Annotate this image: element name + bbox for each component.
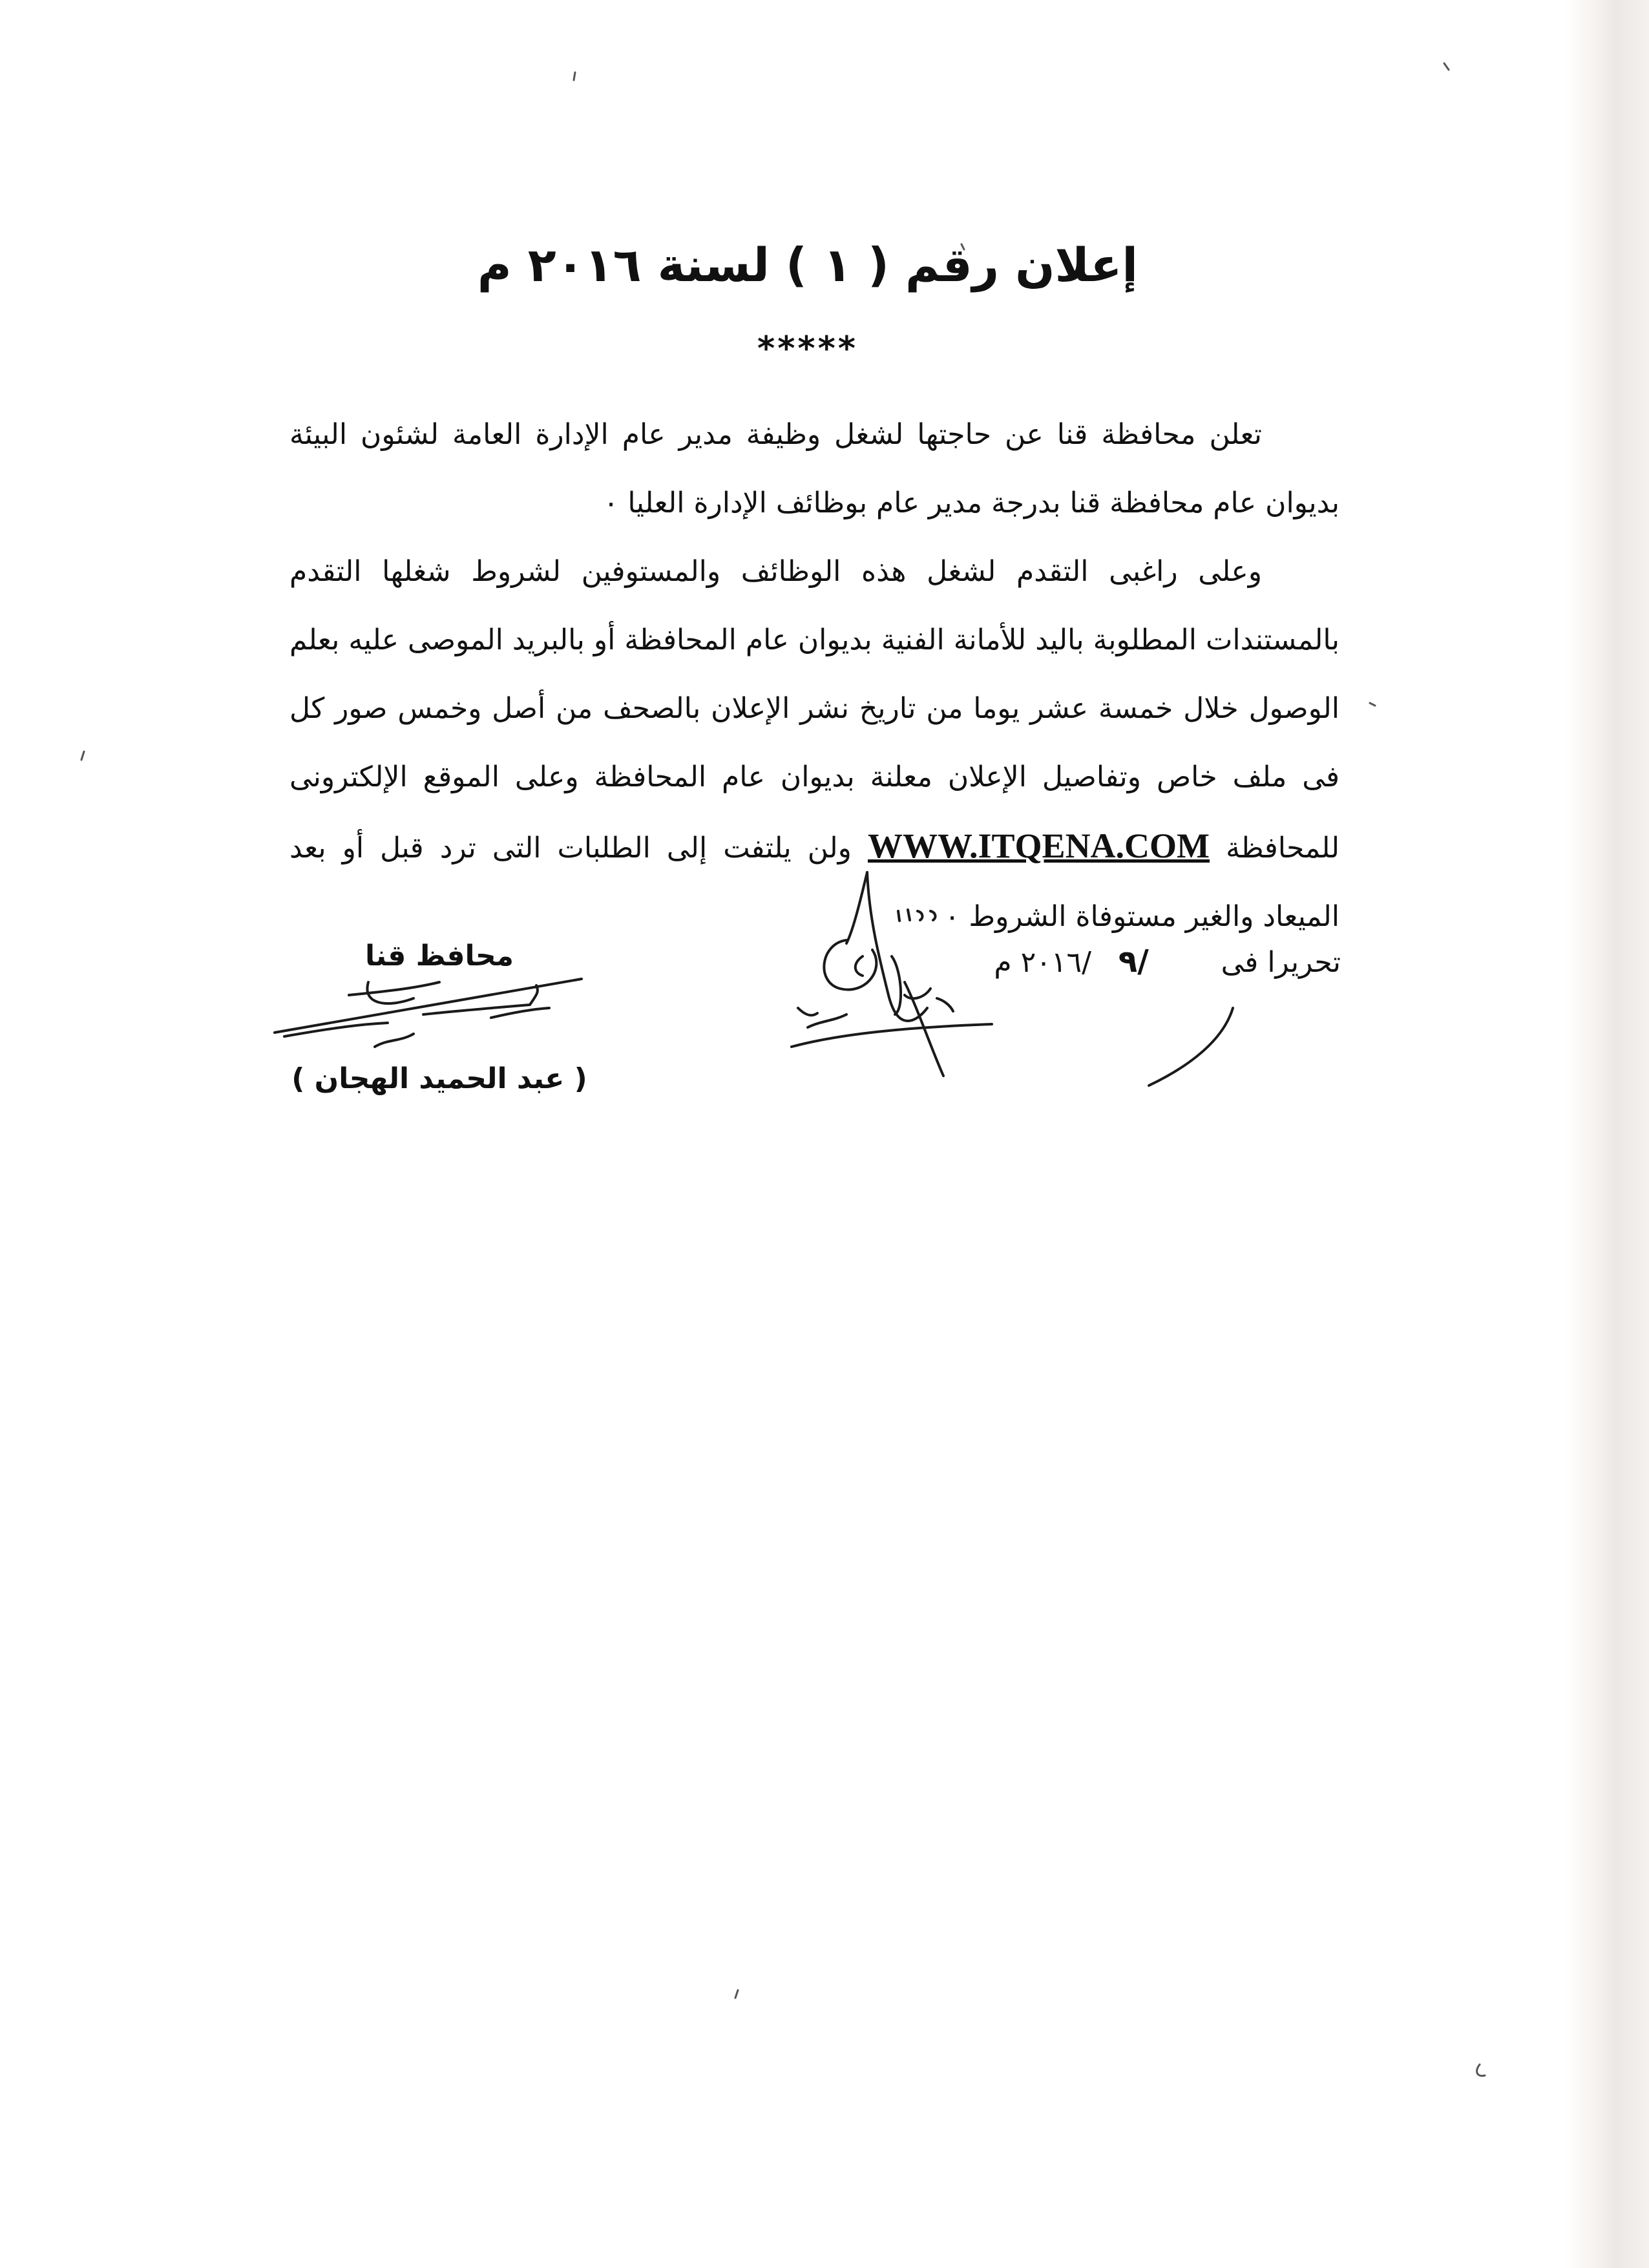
issue-date-year: /٢٠١٦ م bbox=[994, 946, 1091, 979]
signatory-title: محافظ قنا bbox=[364, 940, 514, 972]
scan-specks bbox=[81, 63, 1485, 2076]
date-underline-stroke bbox=[1149, 1008, 1233, 1086]
approval-initial bbox=[792, 872, 992, 1076]
governor-signature bbox=[275, 979, 582, 1047]
announcement-title: إعلان رقم ( ١ ) لسنة ٢٠١٦ م bbox=[477, 238, 1139, 292]
application-terms-closing: ولن يلتفت إلى الطلبات التى ترد قبل أو بعد الميعاد والغير مستوفاة الشروط ٠ bbox=[289, 832, 1339, 933]
paragraph-job-vacancy: تعلن محافظة قنا عن حاجتها لشغل وظيفة مدير عام الإدارة العامة لشئون البيئة بديوان عام محافظة قنا بدرجة مدير عام بوظائف الإدارة العليا ٠ bbox=[289, 418, 1339, 520]
issue-date-day: /٩ bbox=[1118, 943, 1149, 980]
website-link[interactable]: WWW.ITQENA.COM bbox=[867, 826, 1210, 865]
title-separator: ***** bbox=[757, 330, 858, 368]
signatory-name: ( عبد الحميد الهجان ) bbox=[291, 1062, 587, 1095]
application-terms-text: وعلى راغبى التقدم لشغل هذه الوظائف والمستوفين لشروط شغلها التقدم بالمستندات المطلوبة باليد للأمانة الفنية بديوان عام المحافظة أو بالبريد الموصى عليه بعلم الوصول خلال خمسة عشر يوما من تاريخ نشر الإعلان بالصحف من أصل وخمس صور كل فى ملف خاص وتفاصيل الإعلان معلنة بديوان عام المحافظة وعلى الموقع الإلكترونى للمحافظة bbox=[289, 555, 1339, 865]
issue-date-label: تحريرا فى bbox=[1221, 946, 1341, 979]
